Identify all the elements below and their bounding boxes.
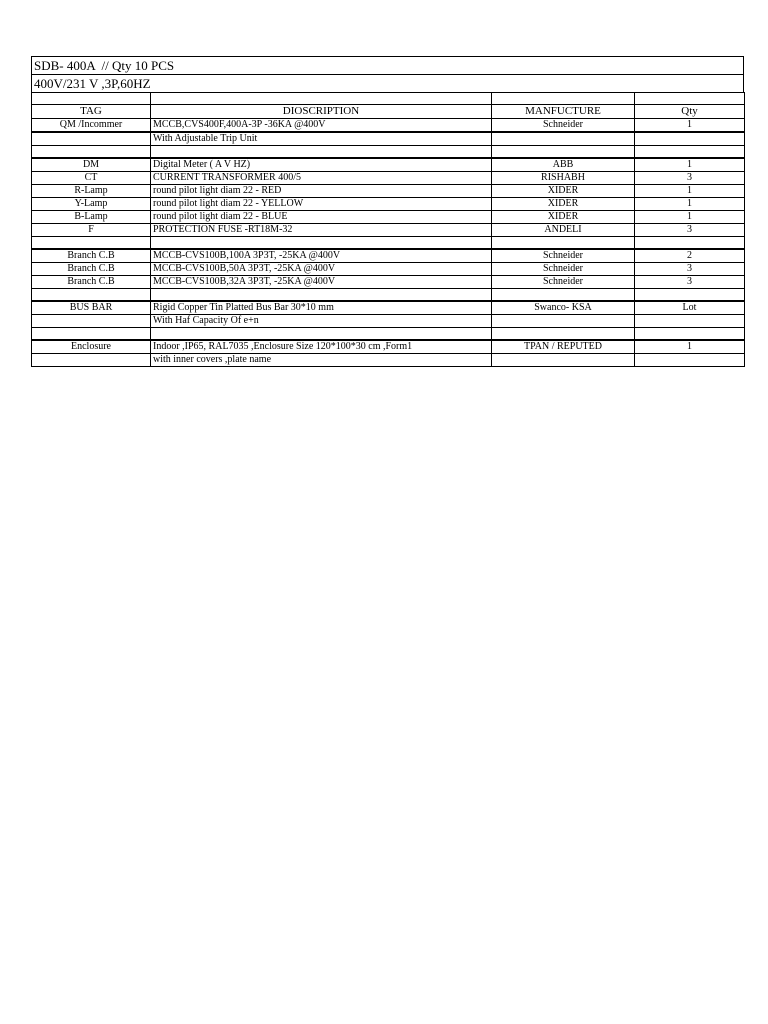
cell-qty: [635, 354, 745, 367]
cell-description: With Adjustable Trip Unit: [151, 132, 492, 146]
header-description: DIOSCRIPTION: [151, 105, 492, 119]
cell-description: With Haf Capacity Of e+n: [151, 315, 492, 328]
cell: [151, 93, 492, 105]
cell-tag: [32, 237, 151, 250]
cell-tag: Branch C.B: [32, 263, 151, 276]
cell-description: [151, 328, 492, 341]
cell-description: Indoor ,IP65, RAL7035 ,Enclosure Size 120*100*30 cm ,Form1: [151, 340, 492, 354]
cell-description: [151, 237, 492, 250]
spec-sheet: [31, 56, 744, 367]
cell-description: with inner covers ,plate name: [151, 354, 492, 367]
cell-tag: QM /Incommer: [32, 119, 151, 133]
cell-manufacturer: ABB: [492, 158, 635, 172]
table-row: [32, 276, 745, 289]
table-row: [32, 146, 745, 159]
cell-tag: [32, 289, 151, 302]
cell-tag: Branch C.B: [32, 249, 151, 263]
table-row: [32, 172, 745, 185]
cell-tag: DM: [32, 158, 151, 172]
cell-qty: [635, 237, 745, 250]
cell-description: [151, 146, 492, 159]
cell-qty: 1: [635, 158, 745, 172]
table-row: [32, 224, 745, 237]
table-row: [32, 237, 745, 250]
cell-description: MCCB,CVS400F,400A-3P -36KA @400V: [151, 119, 492, 133]
cell-qty: 1: [635, 185, 745, 198]
cell-qty: 1: [635, 119, 745, 133]
cell-manufacturer: ANDELI: [492, 224, 635, 237]
cell: [635, 93, 745, 105]
table-row: [32, 211, 745, 224]
cell-manufacturer: Swanco- KSA: [492, 301, 635, 315]
cell-description: round pilot light diam 22 - BLUE: [151, 211, 492, 224]
cell-qty: [635, 146, 745, 159]
cell-description: round pilot light diam 22 - RED: [151, 185, 492, 198]
cell-manufacturer: TPAN / REPUTED: [492, 340, 635, 354]
cell-manufacturer: [492, 328, 635, 341]
cell-qty: [635, 328, 745, 341]
cell-description: PROTECTION FUSE -RT18M-32: [151, 224, 492, 237]
cell-description: CURRENT TRANSFORMER 400/5: [151, 172, 492, 185]
table-row: [32, 354, 745, 367]
cell-tag: [32, 354, 151, 367]
cell-tag: [32, 328, 151, 341]
cell-manufacturer: XIDER: [492, 185, 635, 198]
table-row: [32, 315, 745, 328]
table-row: [32, 158, 745, 172]
cell-qty: [635, 132, 745, 146]
cell: [492, 93, 635, 105]
cell-tag: [32, 132, 151, 146]
cell-qty: 1: [635, 211, 745, 224]
cell-description: [151, 289, 492, 302]
cell-description: MCCB-CVS100B,32A 3P3T, -25KA @400V: [151, 276, 492, 289]
blank-row: [32, 93, 745, 105]
cell-tag: Branch C.B: [32, 276, 151, 289]
table-row: [32, 328, 745, 341]
cell-tag: B-Lamp: [32, 211, 151, 224]
table-row: [32, 132, 745, 146]
cell-manufacturer: Schneider: [492, 263, 635, 276]
cell-qty: [635, 289, 745, 302]
cell-qty: 1: [635, 198, 745, 211]
cell-description: MCCB-CVS100B,50A 3P3T, -25KA @400V: [151, 263, 492, 276]
cell-manufacturer: [492, 132, 635, 146]
cell-manufacturer: Schneider: [492, 119, 635, 133]
cell-manufacturer: Schneider: [492, 276, 635, 289]
cell-tag: [32, 315, 151, 328]
spec-table: [31, 92, 745, 367]
table-row: [32, 289, 745, 302]
table-row: [32, 119, 745, 133]
header-tag: TAG: [32, 105, 151, 119]
cell-qty: [635, 315, 745, 328]
cell-manufacturer: XIDER: [492, 211, 635, 224]
cell-tag: F: [32, 224, 151, 237]
header-manufacturer: MANFUCTURE: [492, 105, 635, 119]
cell-manufacturer: [492, 289, 635, 302]
cell-qty: 3: [635, 276, 745, 289]
cell-description: MCCB-CVS100B,100A 3P3T, -25KA @400V: [151, 249, 492, 263]
cell-qty: 2: [635, 249, 745, 263]
cell-manufacturer: [492, 315, 635, 328]
table-row: [32, 340, 745, 354]
table-row: [32, 301, 745, 315]
table-row: [32, 249, 745, 263]
cell-tag: BUS BAR: [32, 301, 151, 315]
table-row: [32, 198, 745, 211]
cell-tag: [32, 146, 151, 159]
table-row: [32, 185, 745, 198]
cell-qty: 3: [635, 224, 745, 237]
cell-qty: 3: [635, 172, 745, 185]
cell-manufacturer: [492, 146, 635, 159]
cell-tag: R-Lamp: [32, 185, 151, 198]
sheet-subtitle: 400V/231 V ,3P,60HZ: [31, 74, 744, 92]
cell-description: Digital Meter ( A V HZ): [151, 158, 492, 172]
cell-description: round pilot light diam 22 - YELLOW: [151, 198, 492, 211]
header-row: [32, 105, 745, 119]
cell-description: Rigid Copper Tin Platted Bus Bar 30*10 mm: [151, 301, 492, 315]
cell-tag: Y-Lamp: [32, 198, 151, 211]
header-qty: Qty: [635, 105, 745, 119]
cell-manufacturer: RISHABH: [492, 172, 635, 185]
cell-manufacturer: [492, 237, 635, 250]
sheet-title: SDB- 400A // Qty 10 PCS: [31, 56, 744, 74]
cell-tag: CT: [32, 172, 151, 185]
cell-qty: Lot: [635, 301, 745, 315]
cell-qty: 1: [635, 340, 745, 354]
cell: [32, 93, 151, 105]
cell-qty: 3: [635, 263, 745, 276]
cell-manufacturer: Schneider: [492, 249, 635, 263]
cell-manufacturer: [492, 354, 635, 367]
cell-manufacturer: XIDER: [492, 198, 635, 211]
cell-tag: Enclosure: [32, 340, 151, 354]
table-row: [32, 263, 745, 276]
